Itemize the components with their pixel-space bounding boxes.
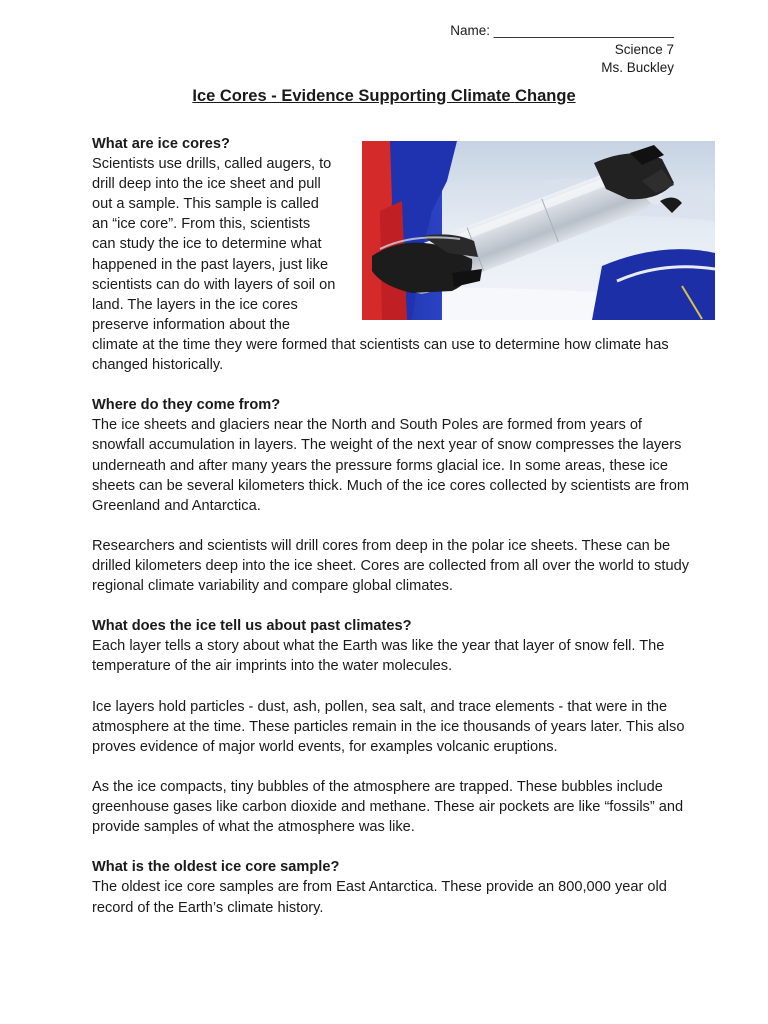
name-line: Name: ________________________ — [450, 23, 674, 38]
ice-core-photo — [362, 141, 715, 320]
body-paragraph: Each layer tells a story about what the Earth was like the year that layer of snow fell. The temperature of the air imprints into the water molecules. — [92, 638, 665, 675]
section-heading: Where do they come from? — [92, 397, 281, 414]
body-paragraph: The ice sheets and glaciers near the North and South Poles are formed from years of snowfall accumulation in layers. The weight of the next year of snow compresses the layers underneath and after many years the pressure forms glacial ice. In some areas, these ice sheets can be several kilometers thick. Much of the ice cores collected by scientists are from Greenland and Antarctica. — [92, 417, 689, 514]
body-paragraph: Ice layers hold particles - dust, ash, pollen, sea salt, and trace elements - that were in the atmosphere at the time. These particles remain in the ice thousands of years later. This also proves evidence of major world events, for examples volcanic eruptions. — [92, 698, 685, 755]
body-paragraph: The oldest ice core samples are from East Antarctica. These provide an 800,000 year old record of the Earth’s climate history. — [92, 879, 667, 916]
body-paragraph: Researchers and scientists will drill cores from deep in the polar ice sheets. These can be drilled kilometers deep into the ice sheet. Cores are collected from all over the world to study regional climate variability and compare global climates. — [92, 537, 690, 595]
section-heading: What does the ice tell us about past climates? — [92, 618, 412, 635]
student-header — [450, 22, 674, 78]
article-body — [92, 134, 692, 938]
body-paragraph: As the ice compacts, tiny bubbles of the atmosphere are trapped. These bubbles include greenhouse gases like carbon dioxide and methane. These air pockets are like “fossils” and provide samples of what the atmosphere was like. — [92, 779, 684, 836]
section-heading: What are ice cores? — [92, 136, 230, 152]
teacher-label: Ms. Buckley — [601, 60, 674, 75]
course-label: Science 7 — [614, 41, 674, 57]
section-heading: What is the oldest ice core sample? — [92, 859, 340, 876]
page-title: Ice Cores - Evidence Supporting Climate Change — [192, 87, 576, 105]
intro-paragraph: Scientists use drills, called augers, to drill deep into the ice sheet and pull out a sample. This sample is called an “ice core”. From this, scientists can study the ice to determine what happened in the past layers, just like scientists can do with layers of soil on land. The layers in the ice cores preserve information about the climate at the time they were formed that scientists can use to determine how climate has changed historically. — [92, 156, 669, 374]
